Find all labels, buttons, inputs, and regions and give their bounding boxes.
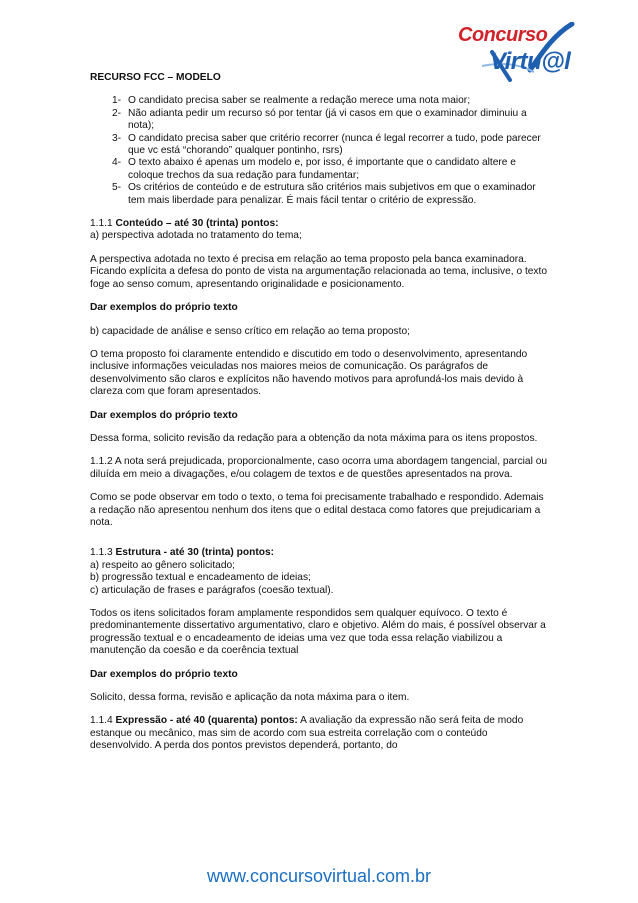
list-item: 5- Os critérios de conteúdo e de estrutura são critérios mais subjetivos em que o examinador tem mais liberdade para penalizar. É mais fácil tentar o critério de expressão. bbox=[112, 182, 536, 206]
list-item: 1- O candidato precisa saber se realmente a redação merece uma nota maior; bbox=[112, 95, 471, 107]
paragraph: 1.1.2 A nota será prejudicada, proporcionalmente, caso ocorra uma abordagem tangencial, parcial ou diluída em meio a divagações, e/ou colagem de textos e de questões apresentados na prova. bbox=[90, 456, 548, 480]
section-1-1-3 bbox=[90, 547, 550, 597]
section-number: 1.1.3 bbox=[90, 547, 113, 559]
section-number: 1.1.1 bbox=[90, 218, 113, 230]
paragraph: Como se pode observar em todo o texto, o tema foi precisamente trabalhado e respondido. Ademais a redação não apresentou nenhum dos itens que o edital destaca como fatores que prejudicariam a nota. bbox=[90, 492, 544, 528]
document-body bbox=[90, 72, 550, 764]
criterion-a: a) respeito ao gênero solicitado; bbox=[90, 559, 235, 571]
paragraph: Todos os itens solicitados foram amplamente respondidos sem qualquer equívoco. O texto é predominantemente dissertativo argumentativo, claro e objetivo. Além do mais, é possível observar a progressão textual e o encadeamento de ideias uma vez que toda essa relação viabilizou a manutenção da coesão e da coerência textual bbox=[90, 608, 546, 657]
logo-text-concurso: Concurso bbox=[458, 24, 548, 46]
paragraph: O tema proposto foi claramente entendido e discutido em todo o desenvolvimento, apresentando inclusive informações veiculadas nos maiores meios de comunicação. Os parágrafos de desenvolvimento são claros e explícitos não havendo motivos para aprofundá-los mais devido à clareza com que foram apresentados. bbox=[90, 348, 528, 398]
section-heading: Conteúdo – até 30 (trinta) pontos: bbox=[115, 218, 279, 230]
section-number: 1.1.4 bbox=[90, 715, 113, 727]
paragraph: A perspectiva adotada no texto é precisa em relação ao tema proposto pela banca examinadora. Ficando explícita a defesa do ponto de vista na argumentação relacionada ao tema, inclusive, o texto foge ao senso comum, apresentando originalidade e posicionamento. bbox=[90, 253, 548, 290]
list-item: 3- O candidato precisa saber que critério recorrer (nunca é legal recorrer a tudo, pode parecer que vc está “chorando” qualquer pontinho, rsrs) bbox=[112, 132, 541, 157]
criterion-a: a) perspectiva adotada no tratamento do tema; bbox=[90, 230, 302, 242]
list-item: 4- O texto abaixo é apenas um modelo e, por isso, é importante que o candidato altere e coloque trechos da sua redação para fundamentar; bbox=[112, 157, 516, 181]
section-heading: Estrutura - até 30 (trinta) pontos: bbox=[115, 547, 274, 559]
intro-list bbox=[90, 95, 550, 207]
section-1-1-4 bbox=[90, 715, 550, 752]
criterion-c: c) articulação de frases e parágrafos (coesão textual). bbox=[90, 584, 334, 596]
criterion-b: b) capacidade de análise e senso crítico em relação ao tema proposto; bbox=[90, 325, 410, 337]
document-title: RECURSO FCC – MODELO bbox=[90, 72, 221, 83]
paragraph: Dessa forma, solicito revisão da redação para a obtenção da nota máxima para os itens propostos. bbox=[90, 432, 538, 444]
examples-note: Dar exemplos do próprio texto bbox=[90, 668, 238, 680]
examples-note: Dar exemplos do próprio texto bbox=[90, 302, 238, 314]
paragraph: Solicito, dessa forma, revisão e aplicação da nota máxima para o item. bbox=[90, 692, 410, 704]
section-text: A avaliação da expressão não será feita de modo estanque ou mecânico, mas sim de acordo com sua estreita correlação com o conteúdo desenvolvido. A perda dos pontos previstos dependerá, portanto, do bbox=[90, 715, 524, 752]
section-heading: Expressão - até 40 (quarenta) pontos: bbox=[115, 715, 298, 727]
examples-note: Dar exemplos do próprio texto bbox=[90, 409, 238, 421]
logo-text-virtual: Virtu@l bbox=[490, 48, 571, 75]
section-1-1-1 bbox=[90, 218, 550, 243]
footer-url[interactable]: www.concursovirtual.com.br bbox=[206, 866, 432, 886]
criterion-b: b) progressão textual e encadeamento de ideias; bbox=[90, 572, 311, 584]
list-item: 2- Não adianta pedir um recurso só por tentar (já vi casos em que o examinador diminuiu a nota); bbox=[112, 107, 527, 132]
